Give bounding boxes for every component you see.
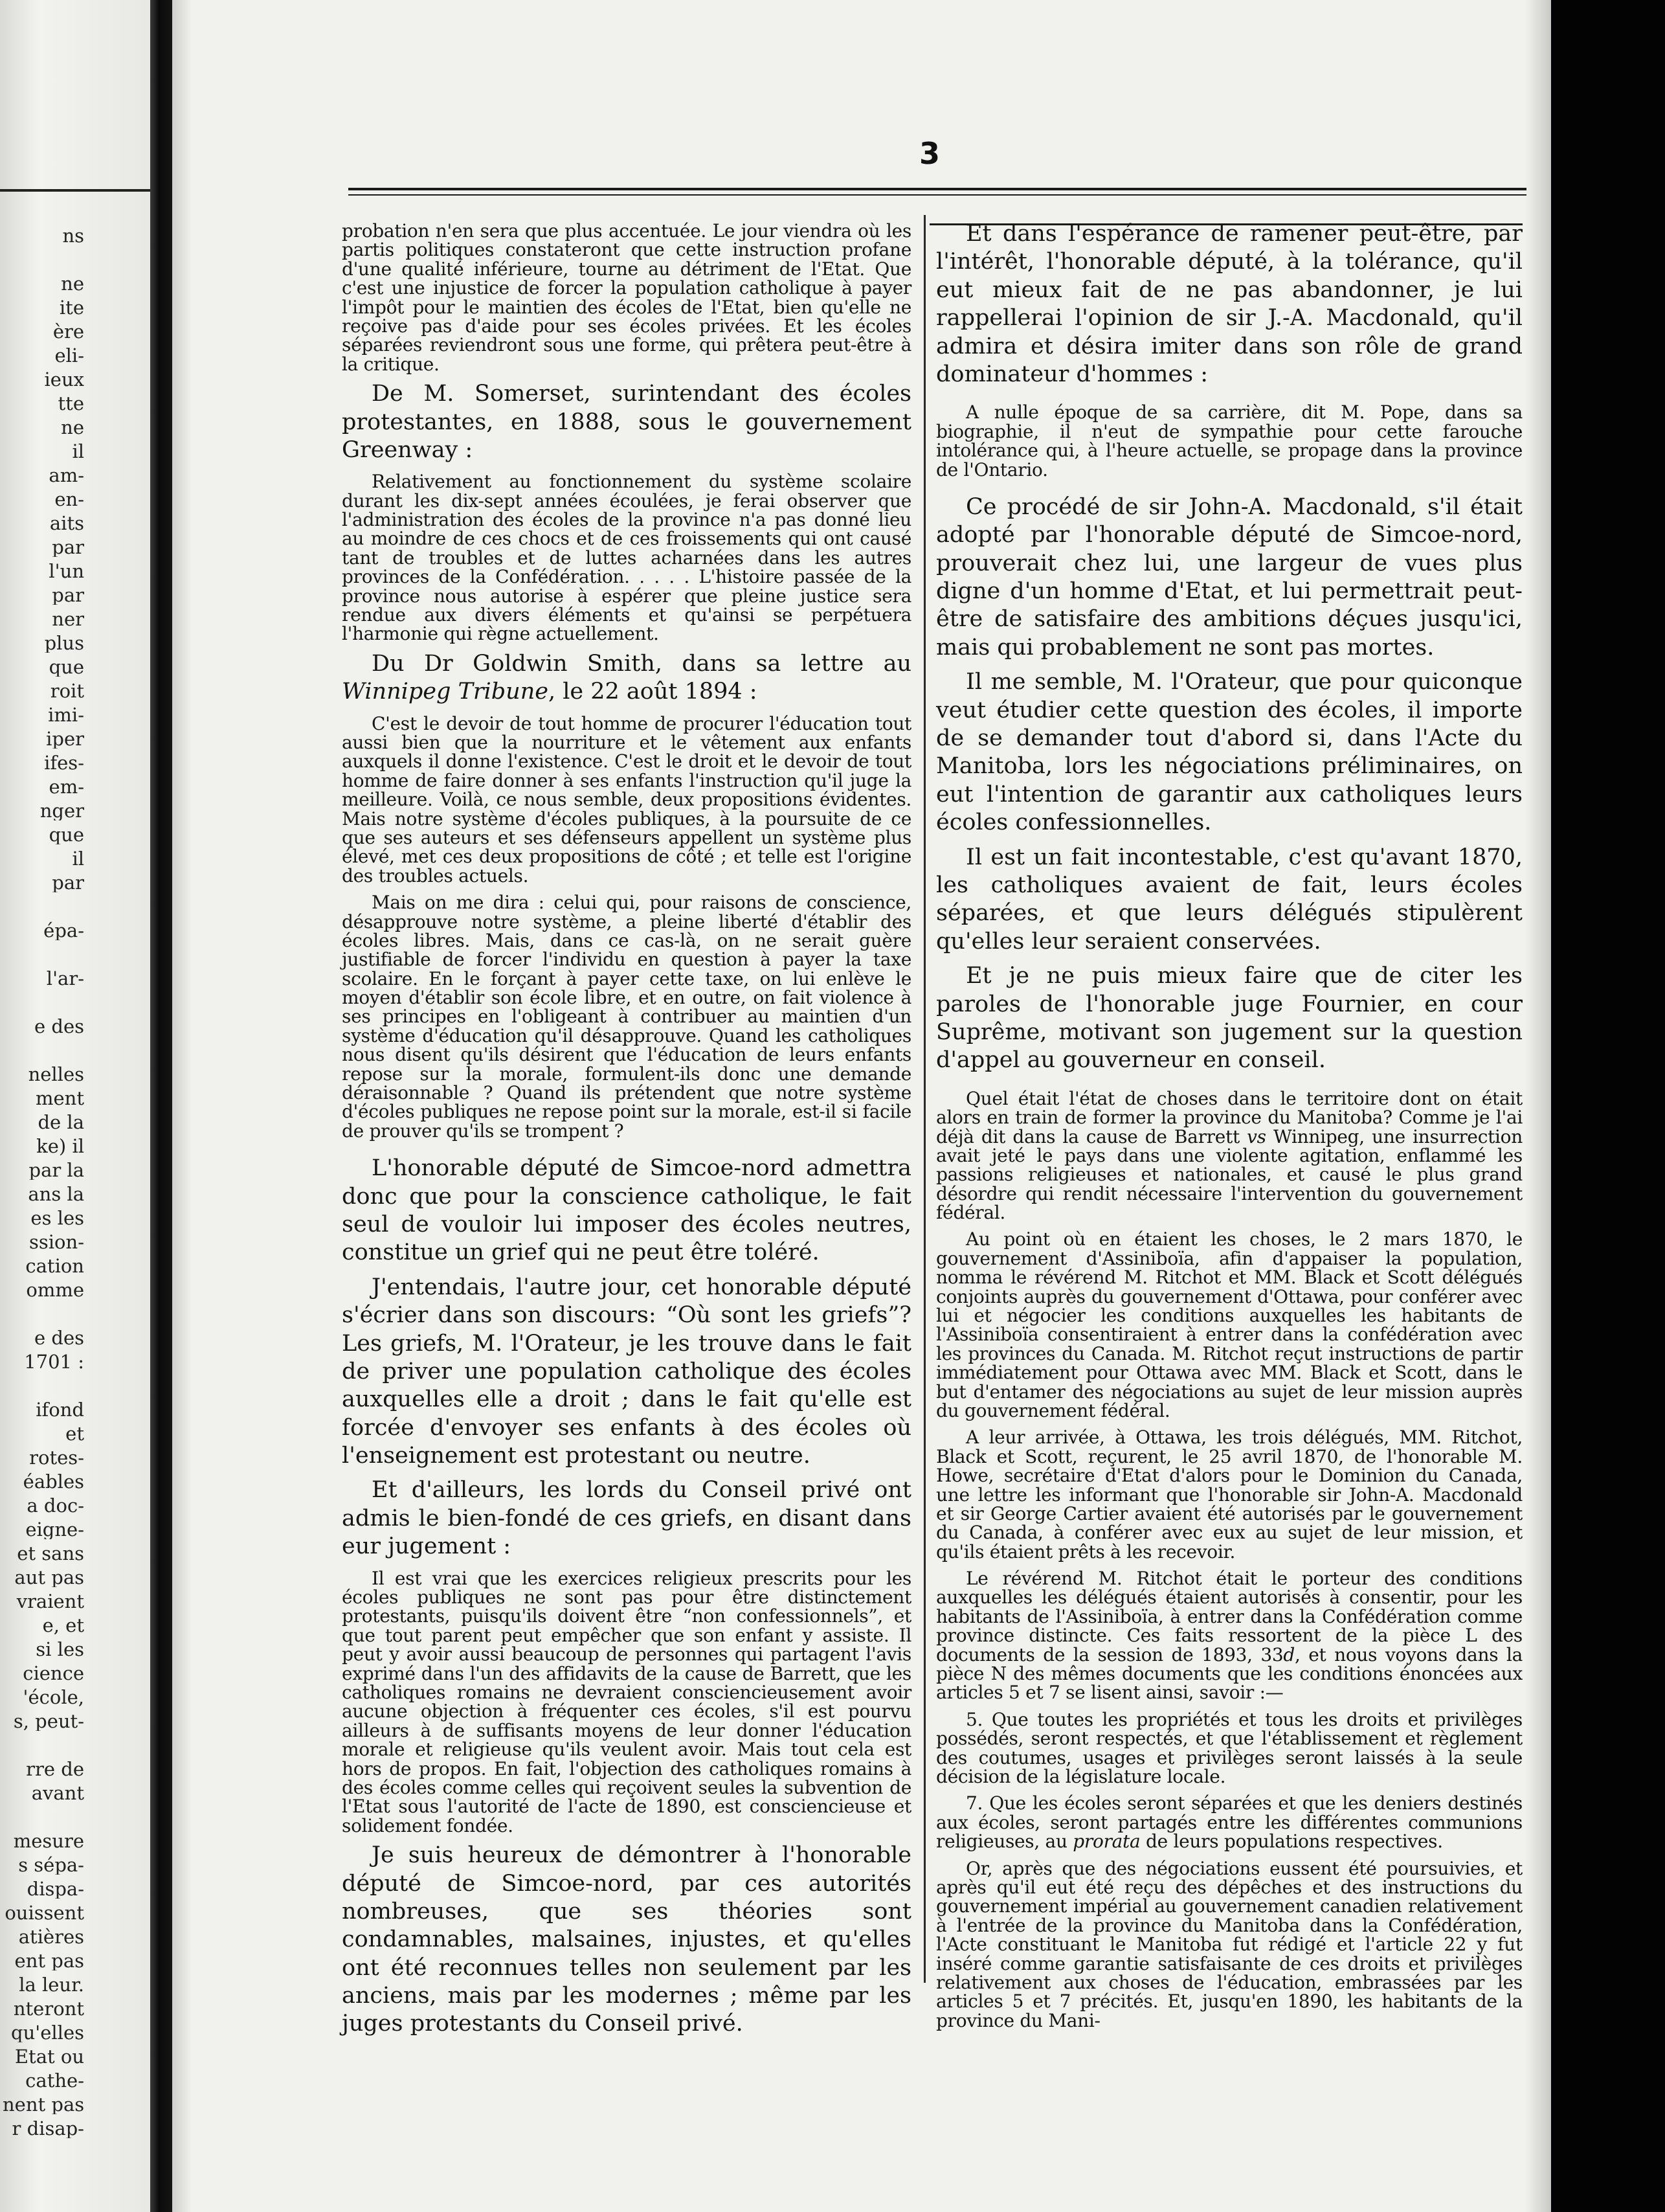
- fragment-line: rotes-: [29, 1449, 84, 1467]
- scan-background: [1551, 0, 1665, 2212]
- newspaper-title: Winnipeg Tribune: [342, 679, 548, 705]
- quotation: A nulle époque de sa carrière, dit M. Pope, dans sa biographie, il n'eut de sympathie pour cette farouche intolérance qui, à l'heure actuelle, se propage dans la province de l'Ontario.: [936, 401, 1523, 480]
- fragment-line: ke) il: [36, 1137, 84, 1156]
- fragment-line: rre de: [26, 1760, 84, 1779]
- fragment-line: ne: [61, 275, 84, 293]
- fragment-line: eli-: [54, 346, 84, 365]
- fragment-line: que: [49, 826, 84, 844]
- paragraph: Il est un fait incontestable, c'est qu'avant 1870, les catholiques avaient de fait, leurs écoles séparées, et que leurs délégués stipulèrent qu'elles leur seraient conservées.: [936, 844, 1523, 954]
- quotation: Il est vrai que les exercices religieux prescrits pour les écoles publiques ne sont pas pour être distinctement protestants, puisqu'ils doivent être “non confessionnels”, et que tout parent peut empêcher que son enfant y assiste. Il peut y avoir aussi beaucoup de personnes qui partagent l'avis exprimé dans l'un des affidavits de la cause de Barrett, que les catholiques romains ne devraient consciencieusement avoir aucune objection à fréquenter ces écoles, s'il est pourvu ailleurs à de suffisants moyens de leur donner l'éducation morale et religieuse qu'ils veulent avoir. Mais tout cela est hors de propos. En fait, l'objection des catholiques romains à des écoles comme celles qui reçoivent seules la subvention de l'Etat sous l'autorité de l'acte de 1890, est consciencieuse et solidement fondée.: [342, 1567, 911, 1836]
- paragraph: [342, 650, 911, 706]
- fragment-line: eigne-: [25, 1520, 84, 1539]
- fragment-line: ent pas: [14, 1952, 84, 1970]
- fragment-line: e des: [34, 1017, 84, 1036]
- text-run: Winnipeg, une insurrection avait jeté le pays dans une violente agitation, enflammé les passions religieuses et nationales, et causé le plus grand désordre qui rendit nécessaire l'intervention du gouvernement fédéral.: [936, 1125, 1523, 1224]
- fragment-line: éables: [23, 1473, 84, 1491]
- fragment-line: s, peut-: [13, 1712, 84, 1731]
- fragment-line: dispa-: [27, 1880, 84, 1899]
- text-run: de leurs populations respectives.: [1146, 1831, 1443, 1853]
- adjacent-page-rule: [0, 189, 150, 192]
- adjacent-page-fragment: [0, 0, 150, 2212]
- quotation: Or, après que des négociations eussent été poursuivies, et après qu'il eut été reçu des dépêches et des instructions du gouvernement impérial au gouvernement canadien relativement à l'entrée de la province du Manitoba dans la Confédération, l'Acte constituant le Manitoba fut rédigé et l'article 22 y fut inséré comme garantie satisfaisante de ces droits et privilèges relativement aux choses de l'éducation, embrassées par les articles 5 et 7 précités. Et, jusqu'en 1890, les habitants de la province du Mani-: [936, 1857, 1523, 2031]
- fragment-line: il: [72, 442, 84, 461]
- paragraph: Ce procédé de sir John-A. Macdonald, s'il était adopté par l'honorable député de Simcoe-nord, prouverait chez lui, une largeur de vues plus digne d'un homme d'Etat, et lui permettrait peut-être de satisfaire des ambitions déçues jusqu'ici, mais qui probablement ne sont pas mortes.: [936, 493, 1523, 660]
- fragment-line: plus: [44, 634, 84, 653]
- fragment-line: de la: [38, 1113, 84, 1132]
- fragment-line: l'ar-: [46, 969, 84, 988]
- fragment-line: e, et: [42, 1616, 84, 1635]
- paragraph: J'entendais, l'autre jour, cet honorable député s'écrier dans son discours: “Où sont les griefs”? Les griefs, M. l'Orateur, je les trouve dans le fait de priver une population catholique des écoles auxquelles elle a droit ; dans le fait qu'elle est forcée d'envoyer ses enfants à des écoles où l'enseignement est protestant ou neutre.: [342, 1274, 911, 1469]
- fragment-line: e des: [34, 1329, 84, 1348]
- fragment-line: omme: [26, 1281, 84, 1300]
- fragment-line: par: [52, 874, 84, 892]
- fragment-line: em-: [49, 778, 84, 796]
- fragment-line: et: [65, 1425, 84, 1443]
- fragment-line: cience: [23, 1664, 84, 1683]
- fragment-line: imi-: [48, 706, 84, 725]
- fragment-line: ns: [62, 227, 84, 245]
- fragment-line: par la: [28, 1161, 84, 1180]
- quotation: Relativement au fonctionnement du système scolaire durant les dix-sept années écoulées, je ferai observer que l'administration des écoles de la province n'a pas donné lieu au moindre de ces chocs et de ces froissements qui ont causé tant de troubles et de luttes acharnées dans les autres provinces de la Confédération. . . . . L'histoire passée de la province nous autorise à espérer que pleine justice sera rendue aux divers éléments et qu'ainsi se perpétuera l'harmonie qui règne actuellement.: [342, 471, 911, 645]
- fragment-line: 'école,: [23, 1688, 84, 1707]
- fragment-line: ieux: [44, 370, 84, 389]
- text-run: Quel était l'état de choses dans le territoire dont on était alors en train de former la province du Manitoba? Comme je l'ai déjà dit dans la cause de Barrett: [936, 1087, 1523, 1147]
- paragraph: Je suis heureux de démontrer à l'honorable député de Simcoe-nord, par ces autorités nombreuses, que ses théories sont condamnables, malsaines, injustes, et qu'elles ont été reconnues telles non seulement par les anciens, mais par les modernes ; même par les juges protestants du Conseil privé.: [342, 1842, 911, 2037]
- newspaper-page: [172, 0, 1551, 2212]
- left-column: [342, 214, 911, 2038]
- paragraph: Et dans l'espérance de ramener peut-être, par l'intérêt, l'honorable député, à la tolérance, qu'il eut mieux fait de ne pas abandonner, je lui rappellerai l'opinion de sir J.-A. Macdonald, qu'il admira et désira imiter dans son rôle de grand dominateur d'hommes :: [936, 221, 1523, 387]
- italic-text: vs: [1247, 1125, 1266, 1147]
- text-run: , et nous voyons dans la pièce N des mêmes documents que les conditions énoncées aux articles 5 et 7 se lisent ainsi, savoir :—: [936, 1643, 1523, 1704]
- fragment-line: par: [52, 586, 84, 605]
- fragment-line: ne: [61, 418, 84, 437]
- fragment-line: ans la: [28, 1185, 84, 1204]
- scan-edge-right: [1525, 0, 1551, 2212]
- fragment-line: nent pas: [3, 2095, 84, 2114]
- fragment-line: ner: [52, 610, 84, 629]
- fragment-line: ifes-: [44, 754, 84, 773]
- header-rule-thin: [348, 194, 1526, 196]
- fragment-line: am-: [49, 466, 84, 485]
- fragment-line: a doc-: [27, 1496, 84, 1515]
- fragment-line: r disap-: [12, 2119, 84, 2138]
- fragment-line: iper: [46, 730, 84, 749]
- fragment-line: nger: [39, 802, 84, 820]
- quotation: Mais on me dira : celui qui, pour raisons de conscience, désapprouve notre système, a pleine liberté d'établir des écoles libres. Mais, dans ce cas-là, on ne serait guère justifiable de forcer l'individu en question à payer la taxe scolaire. En le forçant à payer cette taxe, on lui enlève le moyen d'établir son école libre, et en outre, on fait violence à ses principes en l'obligeant à contribuer au maintien d'un système d'éducation qu'il désapprouve. Quand les catholiques nous disent qu'ils désirent que l'éducation de leurs enfants repose sur la morale, formulent-ils donc une demande déraisonnable ? Quand ils prétendent que notre système d'écoles publiques ne repose point sur la morale, est-il si facile de prouver qu'ils se trompent ?: [342, 892, 911, 1142]
- header-rule-thick: [348, 188, 1526, 190]
- fragment-line: ère: [52, 322, 84, 341]
- fragment-line: avant: [31, 1784, 84, 1803]
- fragment-line: ite: [59, 299, 84, 317]
- fragment-line: la leur.: [19, 1976, 84, 1994]
- fragment-line: roit: [50, 682, 84, 701]
- italic-text: d: [1283, 1643, 1295, 1665]
- fragment-line: en-: [54, 490, 84, 509]
- paragraph: L'honorable député de Simcoe-nord admettra donc que pour la conscience catholique, le fait seul de vouloir lui imposer des écoles neutres, constitue un grief qui ne peut être toléré.: [342, 1155, 911, 1266]
- fragment-line: es les: [30, 1209, 84, 1228]
- fragment-line: cathe-: [25, 2071, 84, 2090]
- italic-text: prorata: [1073, 1831, 1141, 1853]
- fragment-line: ifond: [36, 1401, 84, 1419]
- text-run: , le 22 août 1894 :: [548, 679, 757, 705]
- quotation: C'est le devoir de tout homme de procurer l'éducation tout aussi bien que la nourriture et le vêtement aux enfants auxquels il donne l'existence. C'est le droit et le devoir de tout homme de faire donner à ses enfants l'instruction qu'il juge la meilleure. Voilà, ce nous semble, deux propositions évidentes. Mais notre système d'écoles publiques, à la poursuite de ce que ses auteurs et ses défenseurs appellent un système plus élevé, met ces deux propositions de côté ; et telle est l'origine des troubles actuels.: [342, 712, 911, 886]
- paragraph: probation n'en sera que plus accentuée. Le jour viendra où les partis politiques constateront que cette instruction profane d'une qualité inférieure, tourne au détriment de l'Etat. Que c'est une injustice de forcer la population catholique à payer l'impôt pour le maintien des écoles de l'Etat, bien qu'elle ne reçoive pas d'aide pour ses écoles privées. Et les écoles séparées reviendront sous une forme, qui prêtera peut-être à la critique.: [342, 220, 911, 375]
- page-number: 3: [919, 136, 940, 171]
- fragment-line: nteront: [13, 2000, 84, 2018]
- fragment-line: il: [72, 850, 84, 868]
- text-run: 7. Que les écoles seront séparées et que les deniers destinés aux écoles, seront partagés entre les différentes communions religieuses, au: [936, 1792, 1523, 1853]
- fragment-line: et sans: [17, 1544, 84, 1563]
- fragment-line: s sépa-: [18, 1856, 84, 1875]
- paragraph: Il me semble, M. l'Orateur, que pour quiconque veut étudier cette question des écoles, il importe de se demander tout d'abord si, dans l'Acte du Manitoba, lors les négociations préliminaires, on eut l'intention de garantir aux catholiques leurs écoles confessionnelles.: [936, 669, 1523, 836]
- binding-gutter: [150, 0, 172, 2212]
- fragment-line: atières: [18, 1928, 84, 1947]
- quotation: A leur arrivée, à Ottawa, les trois délégués, MM. Ritchot, Black et Scott, reçurent, le 25 avril 1870, de l'honorable M. Howe, secrétaire d'Etat d'alors pour le Dominion du Canada, une lettre les informant que l'honorable sir John-A. Macdonald et sir George Cartier avaient été autorisés par le gouvernement du Canada, à conférer avec eux au sujet de leur mission, et qu'ils étaient prêts à les recevoir.: [936, 1427, 1523, 1563]
- quotation: [936, 1089, 1523, 1223]
- fragment-line: par: [52, 538, 84, 557]
- fragment-line: vraient: [16, 1592, 84, 1611]
- column-divider: [924, 215, 926, 1983]
- fragment-line: épa-: [43, 921, 84, 940]
- quotation: 5. Que toutes les propriétés et tous les droits et privilèges possédés, seront respectés, et que l'établissement et règlement des coutumes, usages et privilèges seront laissés à la seule décision de la législature locale.: [936, 1708, 1523, 1787]
- right-column: [936, 214, 1523, 2030]
- fragment-line: tte: [58, 394, 84, 413]
- fragment-line: ssion-: [29, 1233, 84, 1252]
- fragment-line: si les: [36, 1640, 84, 1659]
- paragraph: De M. Somerset, surintendant des écoles protestantes, en 1888, sous le gouvernement Greenway :: [342, 381, 911, 463]
- fragment-line: ment: [36, 1089, 84, 1108]
- paragraph: Et je ne puis mieux faire que de citer les paroles de l'honorable juge Fournier, en cour Suprême, motivant son jugement sur la question d'appel au gouverneur en conseil.: [936, 963, 1523, 1074]
- fragment-line: mesure: [13, 1832, 84, 1851]
- text-run: Du Dr Goldwin Smith, dans sa lettre au: [372, 650, 911, 677]
- scan-edge-left: [172, 0, 192, 2212]
- fragment-line: aits: [49, 514, 84, 533]
- fragment-line: l'un: [49, 562, 84, 581]
- quotation: [936, 1569, 1523, 1702]
- fragment-line: nelles: [28, 1065, 84, 1084]
- paragraph: Et d'ailleurs, les lords du Conseil privé ont admis le bien-fondé de ces griefs, en disant dans eur jugement :: [342, 1477, 911, 1560]
- fragment-line: que: [49, 658, 84, 677]
- text-run: Le révérend M. Ritchot était le porteur des conditions auxquelles les délégués étaient autorisés à consentir, pour les habitants de l'Assiniboïa, à entrer dans la Confédération comme province distincte. Ces faits ressortent de la pièce L des documents de la session de 1893, 33: [936, 1568, 1523, 1665]
- fragment-line: Etat ou: [14, 2048, 84, 2066]
- fragment-line: aut pas: [14, 1568, 84, 1587]
- quotation: [936, 1794, 1523, 1851]
- quotation: Au point où en étaient les choses, le 2 mars 1870, le gouvernement d'Assiniboïa, afin d'appaiser la population, nomma le révérend M. Ritchot et MM. Black et Scott délégués conjoints auprès du gouvernement d'Ottawa, pour conférer avec lui et négocier les conditions auxquelles les habitants de l'Assiniboïa consentiraient à entrer dans la confédération avec les provinces du Canada. M. Ritchot reçut instructions de partir immédiatement pour Ottawa avec MM. Black et Scott, dans le but d'entamer des négociations au sujet de leur mission auprès du gouvernement fédéral.: [936, 1228, 1523, 1421]
- fragment-line: 1701 :: [24, 1353, 84, 1371]
- fragment-line: ouissent: [5, 1904, 84, 1923]
- fragment-line: qu'elles: [11, 2024, 84, 2042]
- fragment-line: cation: [25, 1257, 84, 1276]
